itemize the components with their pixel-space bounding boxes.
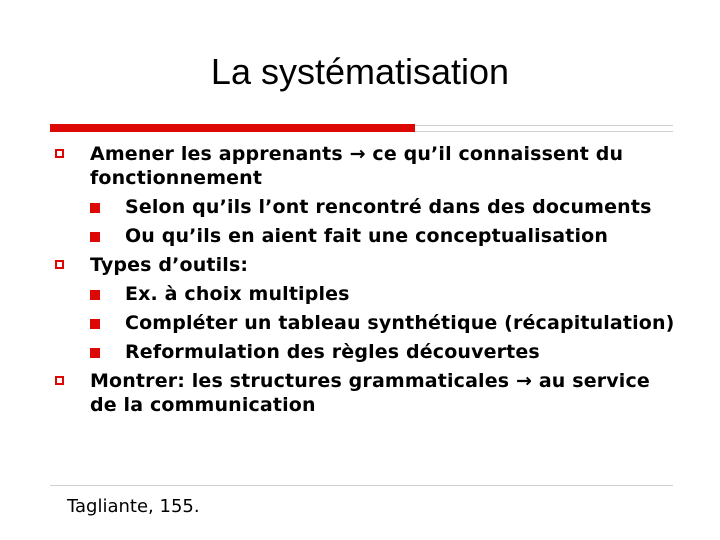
bullet-text: Types d’outils: (90, 254, 249, 276)
bullet-item (0, 253, 720, 277)
slide-title: La systématisation (210, 51, 510, 92)
bullet-text: Amener les apprenants → ce qu’il connaissent du fonctionnement (90, 143, 624, 189)
title-rule-bottom (415, 131, 673, 132)
sub-bullet-text: Selon qu’ils l’ont rencontré dans des documents (125, 196, 652, 218)
filled-square-icon (90, 319, 100, 329)
hollow-square-icon (55, 260, 64, 269)
source-footnote: Tagliante, 155. (67, 496, 200, 517)
filled-square-icon (90, 203, 100, 213)
hollow-square-icon (55, 149, 64, 158)
filled-square-icon (90, 290, 100, 300)
bullet-item (0, 369, 720, 417)
title-accent-bar (50, 124, 415, 132)
sub-bullet-item (0, 282, 720, 306)
sub-bullet-text: Ou qu’ils en aient fait une conceptualisation (125, 225, 609, 247)
bullet-list (0, 142, 720, 422)
filled-square-icon (90, 348, 100, 358)
footer-rule (50, 485, 673, 486)
bullet-text: Montrer: les structures grammaticales → au service de la communication (90, 370, 650, 416)
hollow-square-icon (55, 376, 64, 385)
title-rule-top (415, 125, 673, 126)
sub-bullet-item (0, 195, 720, 219)
sub-bullet-item (0, 311, 720, 335)
sub-bullet-item (0, 340, 720, 364)
sub-bullet-text: Reformulation des règles découvertes (125, 341, 540, 363)
sub-bullet-text: Ex. à choix multiples (125, 283, 350, 305)
sub-bullet-item (0, 224, 720, 248)
sub-bullet-text: Compléter un tableau synthétique (récapitulation) (125, 312, 675, 334)
bullet-item (0, 142, 720, 190)
filled-square-icon (90, 232, 100, 242)
